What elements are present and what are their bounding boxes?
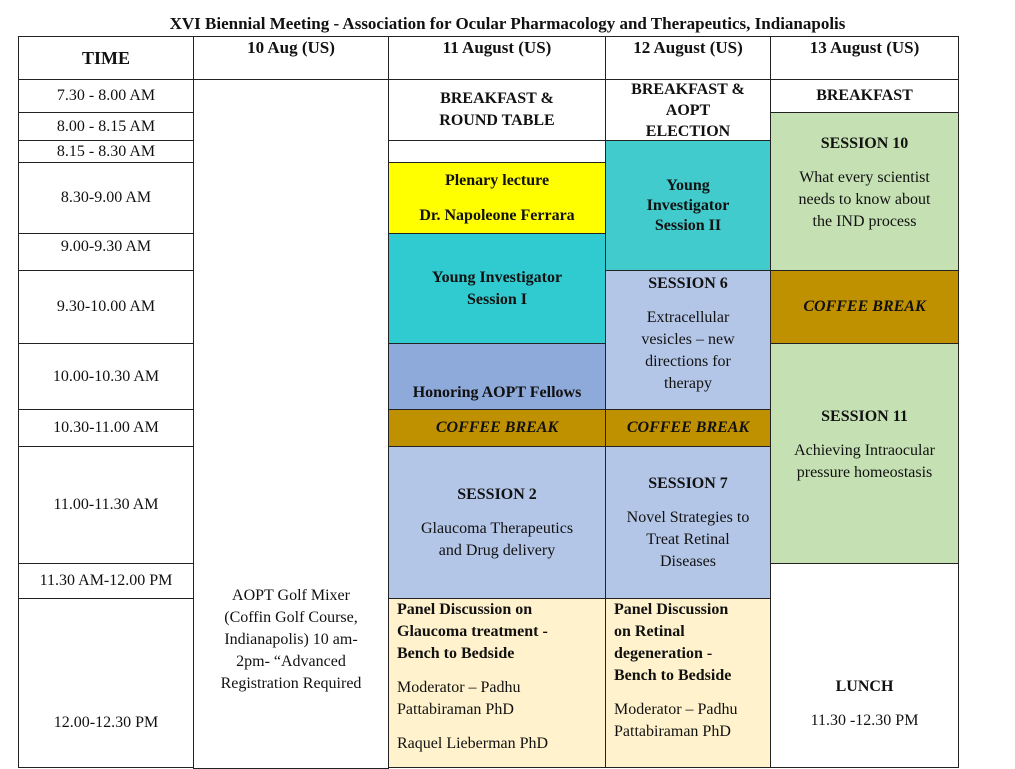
time-slot: 11.30 AM-12.00 PM — [18, 563, 194, 599]
plenary-lecture — [388, 162, 606, 234]
label: Plenary lecture — [444, 171, 550, 189]
lunch-label: LUNCH — [835, 678, 894, 695]
panel-glaucoma — [388, 598, 606, 768]
time-slot: 8.00 - 8.15 AM — [18, 112, 194, 141]
session-title: SESSION 11 — [821, 408, 908, 425]
golf-line: Indianapolis) 10 am- — [224, 631, 358, 648]
coffee-break: COFFEE BREAK — [605, 409, 771, 447]
session-desc: therapy — [664, 375, 712, 392]
session-desc: Treat Retinal — [646, 530, 730, 548]
breakfast-election — [605, 79, 771, 141]
young-investigator-session-1 — [388, 233, 606, 344]
label: Session I — [466, 290, 528, 308]
moderator: Pattabiraman PhD — [397, 701, 514, 718]
panel-title: Glaucoma treatment - — [397, 623, 548, 640]
moderator: Moderator – Padhu — [397, 679, 521, 696]
time-slot: 7.30 - 8.00 AM — [18, 79, 194, 113]
panelist: Raquel Lieberman PhD — [397, 735, 549, 752]
session-desc: Novel Strategies to — [626, 508, 750, 526]
session-desc: and Drug delivery — [438, 541, 556, 559]
time-slot: 8.30-9.00 AM — [18, 162, 194, 234]
panel-title: degeneration - — [614, 645, 713, 662]
golf-mixer-cell — [193, 79, 389, 769]
session-desc: Diseases — [660, 552, 716, 570]
label: ROUND TABLE — [439, 112, 555, 129]
breakfast-round-table — [388, 79, 606, 141]
label: Investigator — [646, 196, 730, 214]
header-aug13: 13 August (US) — [770, 36, 959, 80]
session-10 — [770, 112, 959, 271]
panel-title: Panel Discussion — [614, 601, 729, 618]
session-title: SESSION 7 — [648, 474, 728, 492]
session-desc: directions for — [645, 353, 731, 370]
time-slot: 8.15 - 8.30 AM — [18, 140, 194, 163]
header-time: TIME — [18, 36, 194, 80]
label: BREAKFAST & — [440, 90, 554, 107]
session-2 — [388, 446, 606, 599]
lunch-time: 11.30 -12.30 PM — [810, 712, 919, 729]
time-slot: 12.00-12.30 PM — [18, 598, 194, 768]
session-desc: Extracellular — [646, 309, 730, 326]
label: AOPT — [665, 101, 711, 119]
session-6 — [605, 270, 771, 410]
label: BREAKFAST & — [631, 80, 745, 98]
breakfast: BREAKFAST — [770, 79, 959, 113]
session-title: SESSION 10 — [820, 135, 909, 152]
session-title: SESSION 2 — [457, 485, 537, 503]
session-11 — [770, 343, 959, 564]
session-desc: Glaucoma Therapeutics — [420, 519, 574, 537]
label: Young Investigator — [431, 268, 563, 286]
session-desc: What every scientist — [799, 169, 930, 186]
label: Session II — [654, 216, 722, 234]
header-aug12: 12 August (US) — [605, 36, 771, 80]
moderator: Pattabiraman PhD — [614, 723, 731, 740]
session-desc: vesicles – new — [641, 331, 735, 348]
session-desc: needs to know about — [798, 191, 931, 208]
coffee-break: COFFEE BREAK — [770, 270, 959, 344]
header-aug10: 10 Aug (US) — [193, 36, 389, 80]
moderator: Moderator – Padhu — [614, 701, 738, 718]
empty-cell — [388, 140, 606, 163]
panel-title: Panel Discussion on — [397, 601, 533, 618]
session-title: SESSION 6 — [648, 275, 728, 292]
label: Young — [666, 176, 710, 194]
panel-title: Bench to Bedside — [614, 667, 732, 684]
time-slot: 9.30-10.00 AM — [18, 270, 194, 344]
young-investigator-session-2 — [605, 140, 771, 271]
page-title: XVI Biennial Meeting - Association for Ocular Pharmacology and Therapeutics, Indianapolis — [169, 14, 846, 33]
time-slot: 10.00-10.30 AM — [18, 343, 194, 410]
panel-retinal — [605, 598, 771, 768]
golf-line: 2pm- “Advanced — [236, 653, 346, 670]
panel-title: Bench to Bedside — [397, 645, 515, 662]
time-slot: 9.00-9.30 AM — [18, 233, 194, 271]
session-desc: pressure homeostasis — [796, 464, 933, 481]
panel-title: on Retinal — [614, 623, 685, 640]
lunch — [770, 563, 959, 768]
speaker: Dr. Napoleone Ferrara — [419, 206, 575, 224]
time-slot: 10.30-11.00 AM — [18, 409, 194, 447]
coffee-break: COFFEE BREAK — [388, 409, 606, 447]
golf-line: AOPT Golf Mixer — [232, 587, 350, 604]
time-slot: 11.00-11.30 AM — [18, 446, 194, 564]
session-desc: the IND process — [812, 213, 917, 230]
header-aug11: 11 August (US) — [388, 36, 606, 80]
label: ELECTION — [645, 122, 731, 140]
session-7 — [605, 446, 771, 599]
golf-line: Registration Required — [220, 675, 362, 692]
session-desc: Achieving Intraocular — [794, 442, 935, 459]
honoring-fellows: Honoring AOPT Fellows — [388, 343, 606, 410]
golf-line: (Coffin Golf Course, — [224, 609, 358, 626]
